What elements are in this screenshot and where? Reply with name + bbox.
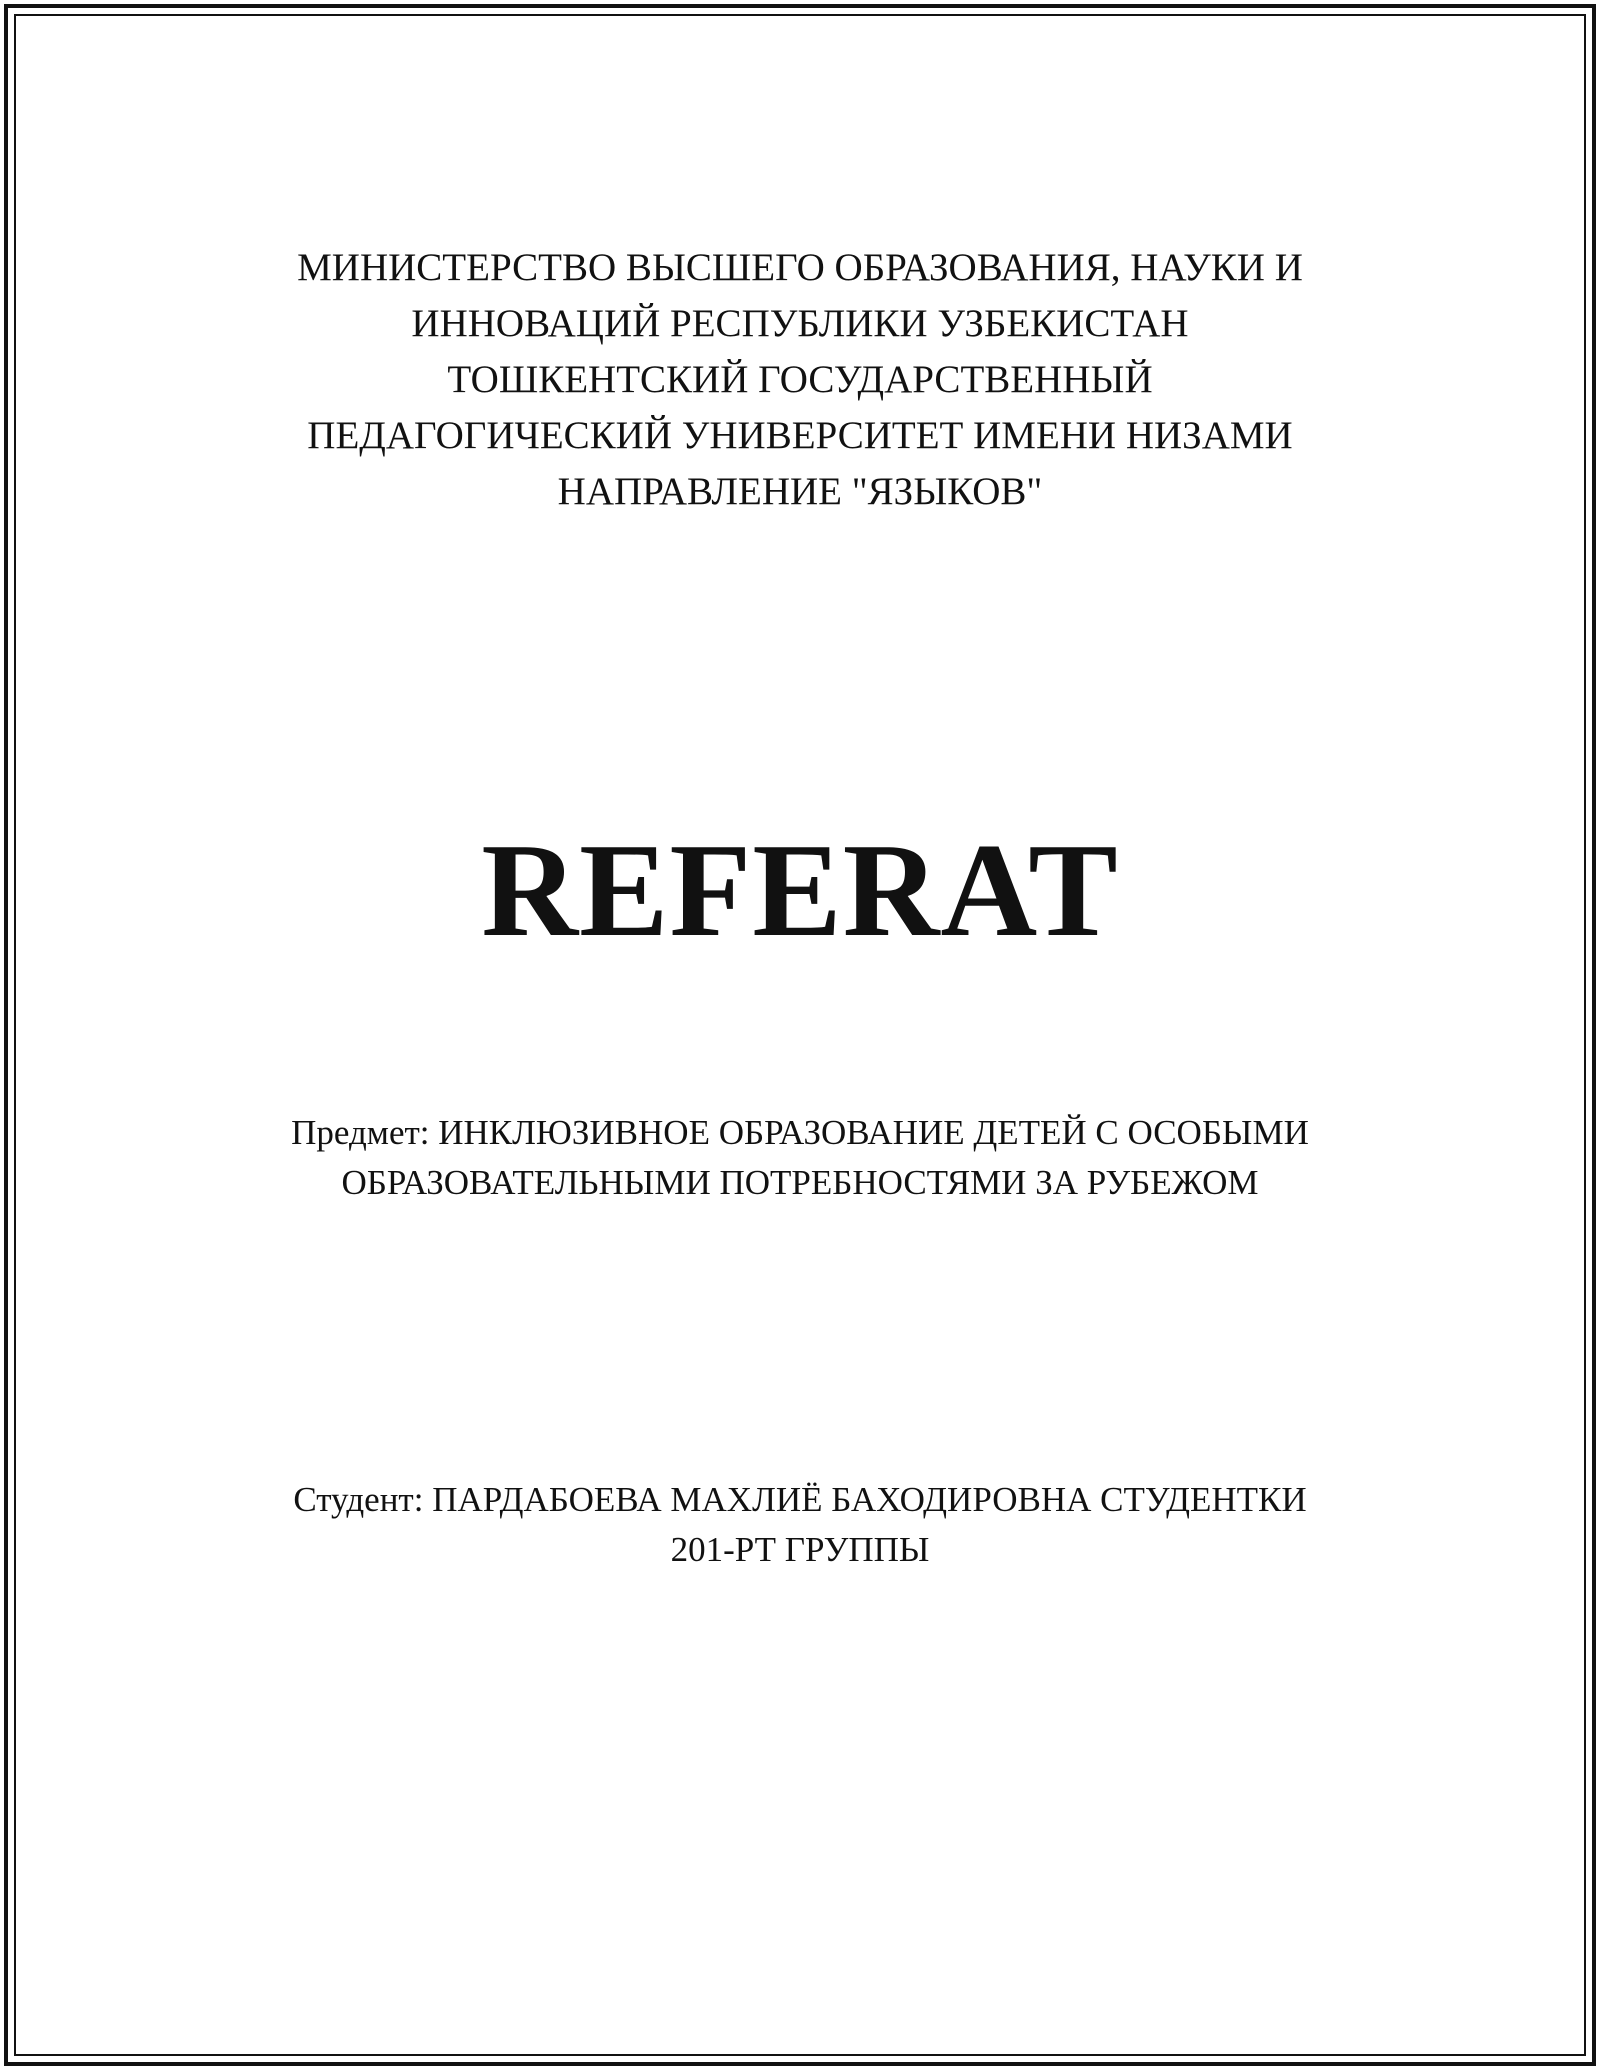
student-block [0, 1475, 1600, 1575]
subject-line: Предмет: ИНКЛЮЗИВНОЕ ОБРАЗОВАНИЕ ДЕТЕЙ С ОСОБЫМИ [291, 1113, 1309, 1152]
document-title: REFERAT [481, 816, 1119, 964]
header-line: ПЕДАГОГИЧЕСКИЙ УНИВЕРСИТЕТ ИМЕНИ НИЗАМИ [307, 414, 1293, 457]
subject-line: ОБРАЗОВАТЕЛЬНЫМИ ПОТРЕБНОСТЯМИ ЗА РУБЕЖОМ [341, 1163, 1259, 1202]
institution-header [0, 240, 1600, 520]
subject-block [0, 1108, 1600, 1208]
student-line: Студент: ПАРДАБОЕВА МАХЛИЁ БАХОДИРОВНА СТУДЕНТКИ [293, 1480, 1307, 1519]
student-line: 201-РТ ГРУППЫ [670, 1530, 930, 1569]
header-line: МИНИСТЕРСТВО ВЫСШЕГО ОБРАЗОВАНИЯ, НАУКИ И [297, 246, 1303, 289]
header-line: ИННОВАЦИЙ РЕСПУБЛИКИ УЗБЕКИСТАН [411, 302, 1189, 345]
header-line: НАПРАВЛЕНИЕ "ЯЗЫКОВ" [557, 470, 1043, 513]
header-line: ТОШКЕНТСКИЙ ГОСУДАРСТВЕННЫЙ [447, 358, 1153, 401]
